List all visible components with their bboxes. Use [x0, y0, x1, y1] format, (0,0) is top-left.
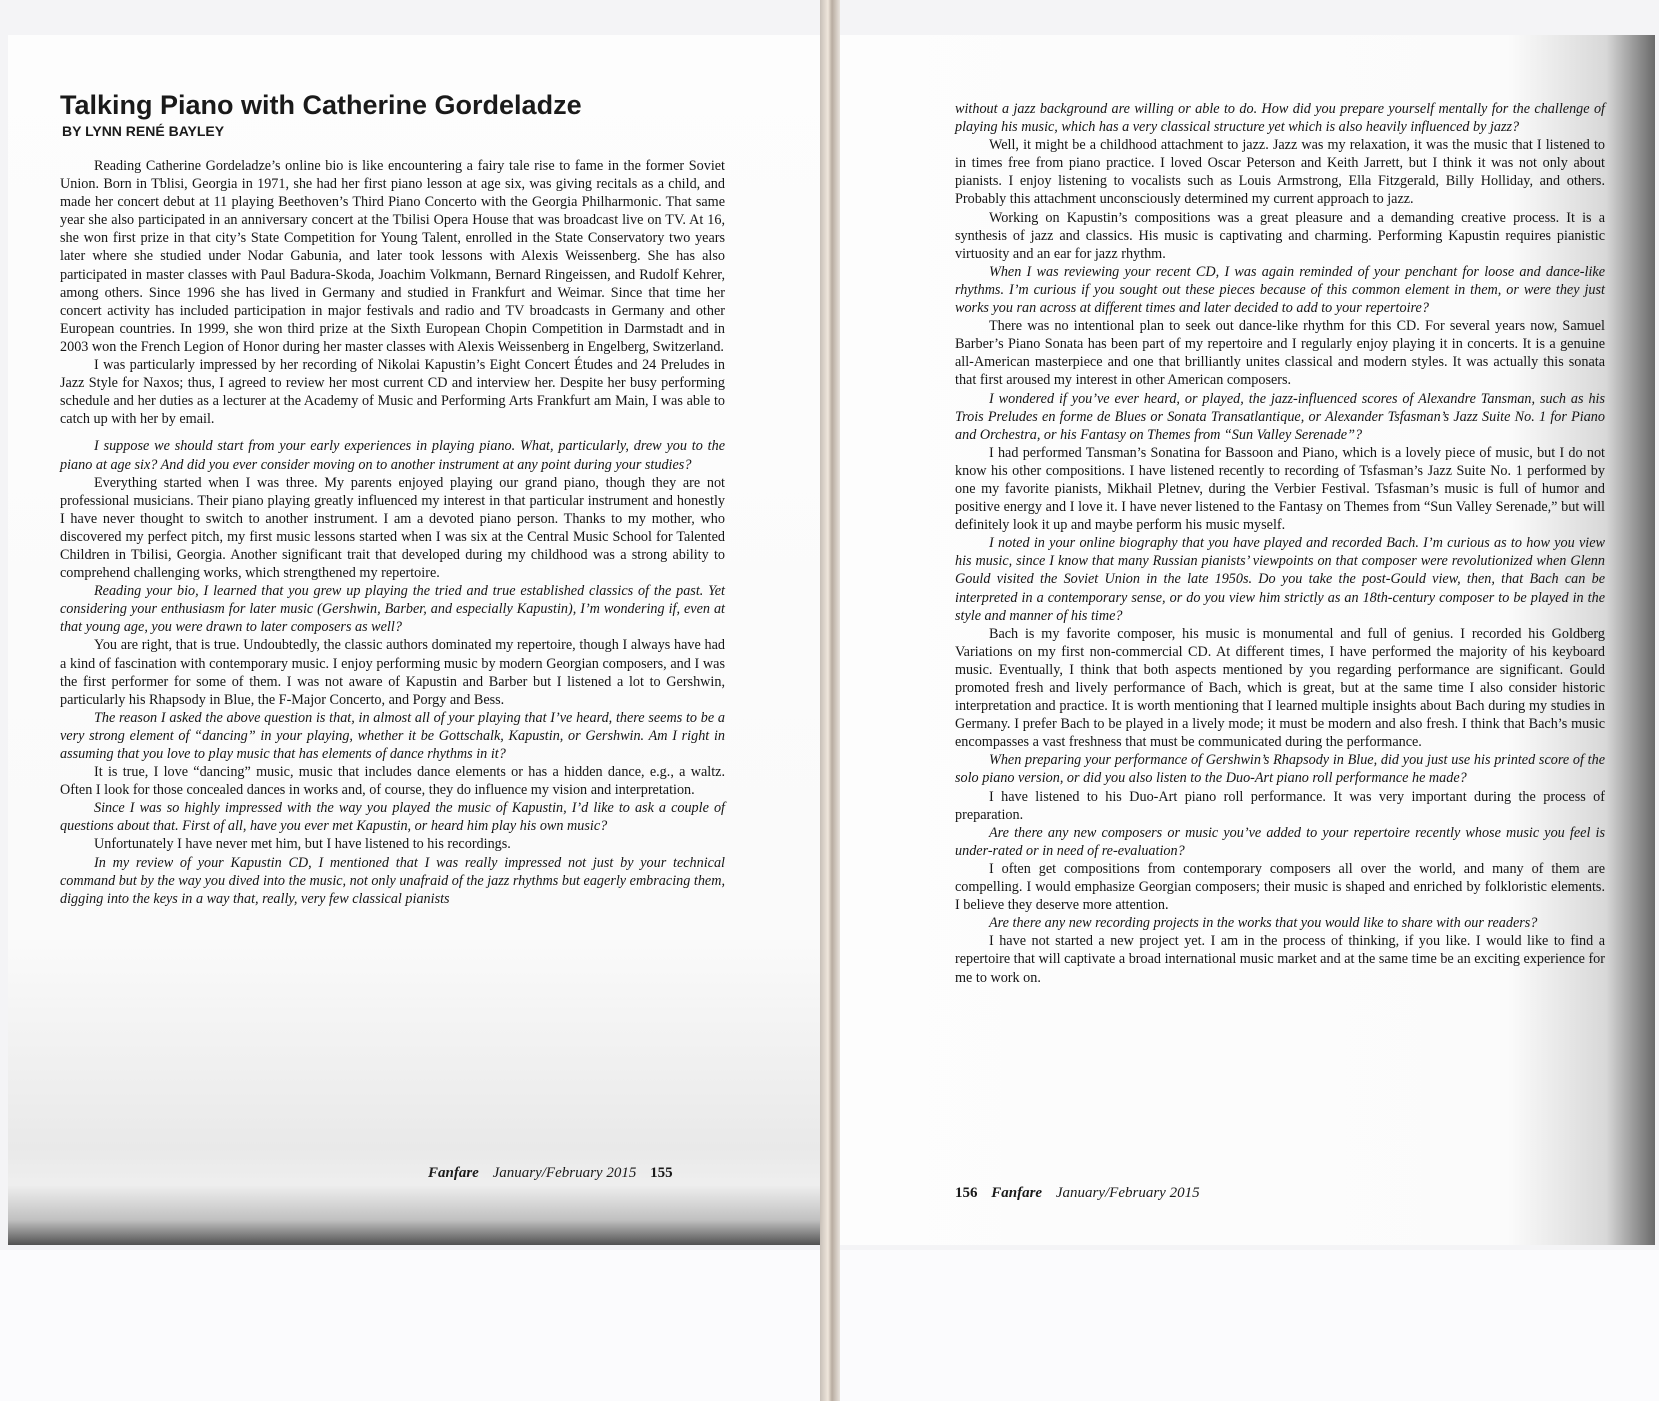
article-title: Talking Piano with Catherine Gordeladze	[60, 90, 582, 120]
magazine-spine	[820, 0, 840, 1401]
left-page	[8, 35, 820, 1245]
page-curl-shadow	[8, 1185, 820, 1245]
interview-question: I wondered if you’ve ever heard, or played, the jazz-influenced scores of Alexandre Tansman, such as his Trois Preludes en forme de Blues or Sonata Transatlantique, or Alexander Tsfasman’s Jazz Suite No. 1 for Piano and Orchestra, or his Fantasy on Themes from “Sun Valley Serenade”?	[955, 390, 1605, 443]
interview-question: Reading your bio, I learned that you grew up playing the tried and true established classics of the past. Yet considering your enthusiasm for later music (Gershwin, Barber, and especially Kapustin), I’m wondering if, even at that young age, you were drawn to later composers as well?	[60, 583, 725, 636]
right-page-content	[955, 100, 1605, 987]
interview-answer: I had performed Tansman’s Sonatina for Bassoon and Piano, which is a lovely piece of music, but I do not know his other compositions. I have listened recently to recording of Tsfasman’s Jazz Suite No. 1 performed by one my favorite pianists, Mikhail Pletnev, during the Verbier Festival. Tsfasman’s music is full of humor and positive energy and I love it. I have never listened to the Fantasy on Themes from “Sun Valley Serenade,” but will definitely look it up and maybe perform his music myself.	[955, 444, 1605, 534]
left-page-content	[60, 90, 725, 908]
interview-answer: It is true, I love “dancing” music, music that includes dance elements or has a hidden dance, e.g., a waltz. Often I look for those concealed dances in works and, of course, they do influence my vision and interpretation.	[60, 764, 725, 799]
paragraph: Reading Catherine Gordeladze’s online bio is like encountering a fairy tale rise to fame in the former Soviet Union. Born in Tblisi, Georgia in 1971, she had her first piano lesson at age six, was giving recitals as a child, and made her concert debut at 11 playing Beethoven’s Third Piano Concerto with the Georgia Philharmonic. That same year she also participated in an anniversary concert at the Tbilisi Opera House that was broadcast live on TV. At 16, she won first prize in that city’s State Competition for Young Talent, enrolled in the State Conservatory two years later where she studied under Nodar Gabunia, and later took lessons with Alexis Weissenberg. She has also participated in master classes with Paul Badura-Skoda, Joachim Volkmann, Bernard Ringeissen, and Rudolf Kehrer, among others. Since 1996 she has lived in Germany and studied in Frankfurt and Weimar. Since that time her concert activity has included participation in major festivals and radio and TV broadcasts in Germany and other European countries. In 1999, she won third prize at the Sixth European Chopin Competition in Darmstadt and in 2003 won the French Legion of Honor during her master classes with Alexis Weissenberg in Engelberg, Switzerland.	[60, 158, 725, 355]
article-byline: BY LYNN RENÉ BAYLEY	[62, 123, 225, 139]
interview-question: Are there any new composers or music you’ve added to your repertoire recently whose music you feel is under-rated or in need of re-evaluation?	[955, 824, 1605, 859]
interview-answer: I often get compositions from contemporary composers all over the world, and many of them are compelling. I would emphasize Georgian composers; their music is shaped and enriched by folkloristic elements. I believe they deserve more attention.	[955, 860, 1605, 914]
interview-answer: You are right, that is true. Undoubtedly, the classic authors dominated my repertoire, though I always have had a kind of fascination with contemporary music. I enjoy performing music by modern Georgian composers, and I was the first performer for some of them. I was not aware of Kapustin and Barber but I listened a lot to Gershwin, particularly his Rhapsody in Blue, the F-Major Concerto, and Porgy and Bess.	[60, 637, 725, 708]
interview-answer: Well, it might be a childhood attachment to jazz. Jazz was my relaxation, it was the music that I listened to in times free from piano practice. I loved Oscar Peterson and Keith Jarrett, but I think it was not only about pianists. I enjoy listening to vocalists such as Louis Armstrong, Ella Fitzgerald, Billy Holliday, and others. Probably this attachment unconsciously determined my current approach to jazz.	[955, 137, 1605, 208]
page-footer-right	[955, 1185, 1210, 1202]
magazine-name: Fanfare	[428, 1165, 479, 1181]
interview-answer: Everything started when I was three. My parents enjoyed playing our grand piano, though they are not professional musicians. Their piano playing greatly influenced my interest in that particular instrument and honestly I have never thought to switch to another instrument. I am a devoted piano person. Thanks to my mother, who discovered my perfect pitch, my first music lessons started when I was six at the Central Music School for Talented Children in Tbilisi, Georgia. Another significant trait that developed during my childhood was a strong ability to comprehend challenging works, which strengthened my repertoire.	[60, 474, 725, 582]
issue-date: January/February 2015	[1055, 1185, 1200, 1201]
interview-question: The reason I asked the above question is that, in almost all of your playing that I’ve heard, there seems to be a very strong element of “dancing” in your playing, whether it be Gottschalk, Kapustin, or Gershwin. Am I right in assuming that you love to play music that has elements of dance rhythms in it?	[60, 709, 725, 762]
paragraph: I was particularly impressed by her recording of Nikolai Kapustin’s Eight Concert Études and 24 Preludes in Jazz Style for Naxos; thus, I agreed to review her most current CD and interview her. Despite her busy performing schedule and her duties as a lecturer at the Academy of Music and Performing Arts Frankfurt am Main, I was able to catch up with her by email.	[60, 357, 725, 428]
interview-question: I suppose we should start from your early experiences in playing piano. What, particularly, drew you to the piano at age six? And did you ever consider moving on to another instrument at any point during your studies?	[60, 438, 725, 473]
interview-question: Are there any new recording projects in the works that you would like to share with our readers?	[989, 915, 1538, 932]
interview-answer: I have listened to his Duo-Art piano roll performance. It was very important during the process of preparation.	[955, 788, 1605, 823]
issue-date: January/February 2015	[492, 1165, 637, 1181]
interview-question: without a jazz background are willing or able to do. How did you prepare yourself mentally for the challenge of playing his music, which has a very classical structure yet which is also heavily influenced by jazz?	[955, 101, 1605, 136]
page-footer-left	[428, 1165, 683, 1182]
interview-question: When preparing your performance of Gershwin’s Rhapsody in Blue, did you just use his printed score of the solo piano version, or did you also listen to the Duo-Art piano roll performance he made?	[955, 752, 1605, 787]
magazine-name: Fanfare	[991, 1185, 1043, 1201]
right-page	[840, 35, 1655, 1245]
interview-question: I noted in your online biography that you have played and recorded Bach. I’m curious as to how you view his music, since I know that many Russian pianists’ viewpoints on that composer were revolutionized when Glenn Gould visited the Soviet Union in the late 1950s. Do you take the post-Gould view, then, that Bach can be interpreted in a contemporary sense, or do you view him strictly as an 18th-century composer to be played in the style and manner of his time?	[955, 535, 1605, 624]
interview-question: Since I was so highly impressed with the way you played the music of Kapustin, I’d like to ask a couple of questions about that. First of all, have you ever met Kapustin, or heard him play his own music?	[60, 800, 725, 835]
page-number: 155	[650, 1165, 673, 1181]
interview-answer: Unfortunately I have never met him, but I have listened to his recordings.	[94, 836, 511, 853]
interview-answer: Bach is my favorite composer, his music is monumental and full of genius. I recorded his Goldberg Variations on my first non-commercial CD. At different times, I have performed the majority of his keyboard music. Eventually, I think that both aspects mentioned by you regarding performance are significant. Gould promoted fresh and lively performance of Bach, which is great, but at the same time I also consider historic interpretation and practice. It is worth mentioning that I learned multiple insights about Bach during my studies in Germany. I prefer Bach to be played in a lively mode; it must be modern and also fresh. I think that Bach’s music encompasses a vast freshness that must be communicated during the performance.	[955, 625, 1605, 751]
interview-question: When I was reviewing your recent CD, I was again reminded of your penchant for loose and dance-like rhythms. I’m curious if you sought out these pieces because of this common element in them, or were they just works you ran across at different times and later decided to add to your repertoire?	[955, 263, 1605, 317]
page-number: 156	[955, 1185, 978, 1201]
interview-answer: I have not started a new project yet. I am in the process of thinking, if you like. I would like to find a repertoire that will captivate a broad international music market and at the same time be an exciting experience for me to work on.	[955, 933, 1605, 986]
interview-question: In my review of your Kapustin CD, I mentioned that I was really impressed not just by your technical command but by the way you dived into the music, not only unafraid of the jazz rhythms but eagerly embracing them, digging into the keys in a way that, really, very few classical pianists	[60, 854, 725, 907]
interview-answer: There was no intentional plan to seek out dance-like rhythm for this CD. For several years now, Samuel Barber’s Piano Sonata has been part of my repertoire and I regularly enjoy playing it in concerts. It is a genuine all-American masterpiece and one that brilliantly unites classical and modern styles. It was actually this sonata that first aroused my interest in other American composers.	[955, 318, 1605, 389]
interview-answer: Working on Kapustin’s compositions was a great pleasure and a demanding creative process. It is a synthesis of jazz and classics. His music is captivating and charming. Performing Kapustin requires pianistic virtuosity and an ear for jazz rhythm.	[955, 209, 1605, 262]
